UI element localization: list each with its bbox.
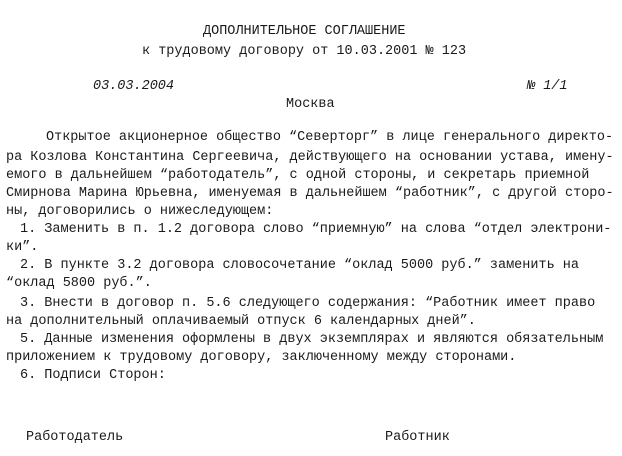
agreement-item: приложением к трудовому договору, заключенному между сторонами. [6,350,517,365]
signature-employer: Работодатель [26,430,124,445]
agreement-item: 5. Данные изменения оформлены в двух экземплярах и являются обязательным [20,332,604,347]
agreement-item: “оклад 5800 руб.”. [6,276,152,291]
intro-line: ра Козлова Константина Сергеевича, действующего на основании устава, имену- [6,150,614,165]
intro-line: емого в дальнейшем “работодатель”, с одной стороны, и секретарь приемной [6,168,590,183]
document-city: Москва [286,97,335,112]
intro-line: ны, договорились о нижеследующем: [6,204,274,219]
agreement-item: 6. Подписи Сторон: [20,368,166,383]
signature-employee: Работник [385,430,450,445]
document-subtitle: к трудовому договору от 10.03.2001 № 123 [142,44,467,59]
agreement-item: 3. Внести в договор п. 5.6 следующего содержания: “Работник имеет право [20,296,596,311]
intro-line: Смирнова Марина Юрьевна, именуемая в дальнейшем “работник”, с другой сторо- [6,186,614,201]
agreement-item: 1. Заменить в п. 1.2 договора слово “приемную” на слова “отдел электрони- [20,222,612,237]
document-number: № 1/1 [527,79,568,94]
document-date: 03.03.2004 [93,79,175,94]
intro-line: Открытое акционерное общество “Северторг” в лице генерального директо- [46,130,614,145]
agreement-item: на дополнительный оплачиваемый отпуск 6 календарных дней”. [6,314,476,329]
document-title: ДОПОЛНИТЕЛЬНОЕ СОГЛАШЕНИЕ [203,24,406,39]
agreement-item: ки”. [6,240,39,255]
agreement-item: 2. В пункте 3.2 договора словосочетание “оклад 5000 руб.” заменить на [20,258,579,273]
